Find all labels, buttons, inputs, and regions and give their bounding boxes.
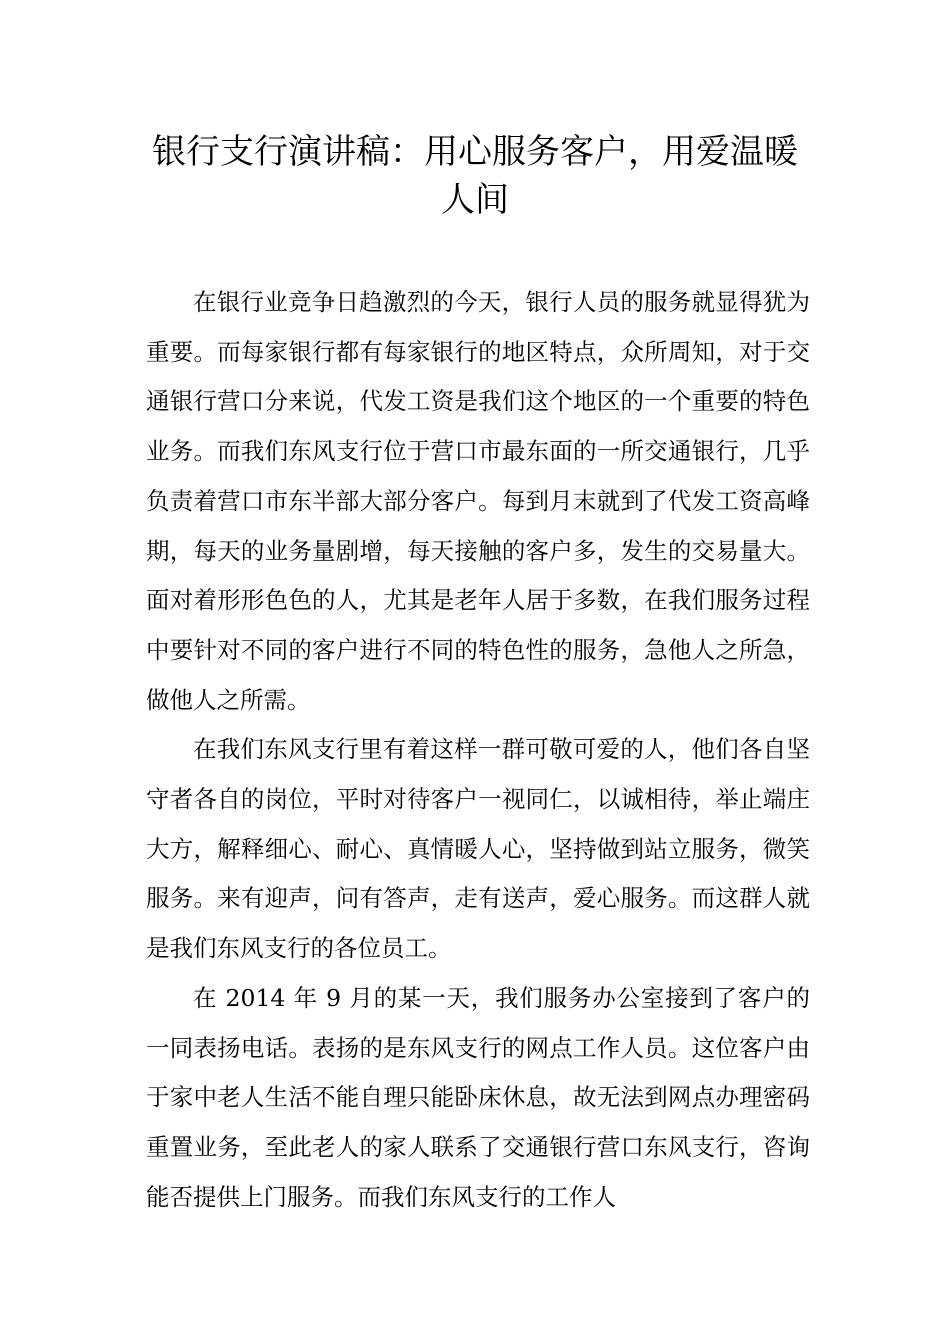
- document-body: [146, 278, 810, 1222]
- paragraph-1: 在银行业竞争日趋激烈的今天，银行人员的服务就显得犹为重要。而每家银行都有每家银行的地区特点，众所周知，对于交通银行营口分来说，代发工资是我们这个地区的一个重要的特色业务。而我们东风支行位于营口市最东面的一所交通银行，几乎负责着营口市东半部大部分客户。每到月末就到了代发工资高峰期，每天的业务量剧增，每天接触的客户多，发生的交易量大。面对着形形色色的人，尤其是老年人居于多数，在我们服务过程中要针对不同的客户进行不同的特色性的服务，急他人之所急，做他人之所需。: [146, 288, 810, 714]
- document-title: 银行支行演讲稿：用心服务客户，用爱温暖人间: [152, 132, 798, 220]
- paragraph-3: 在 2014 年 9 月的某一天，我们服务办公室接到了客户的一同表扬电话。表扬的是东风支行的网点工作人员。这位客户由于家中老人生活不能自理只能卧床休息，故无法到网点办理密码重置业务，至此老人的家人联系了交通银行营口东风支行，咨询能否提供上门服务。而我们东风支行的工作人: [146, 983, 810, 1211]
- paragraph-2: 在我们东风支行里有着这样一群可敬可爱的人，他们各自坚守者各自的岗位，平时对待客户一视同仁，以诚相待，举止端庄大方，解释细心、耐心、真情暖人心，坚持做到站立服务，微笑服务。来有迎声，问有答声，走有送声，爱心服务。而这群人就是我们东风支行的各位员工。: [146, 735, 810, 963]
